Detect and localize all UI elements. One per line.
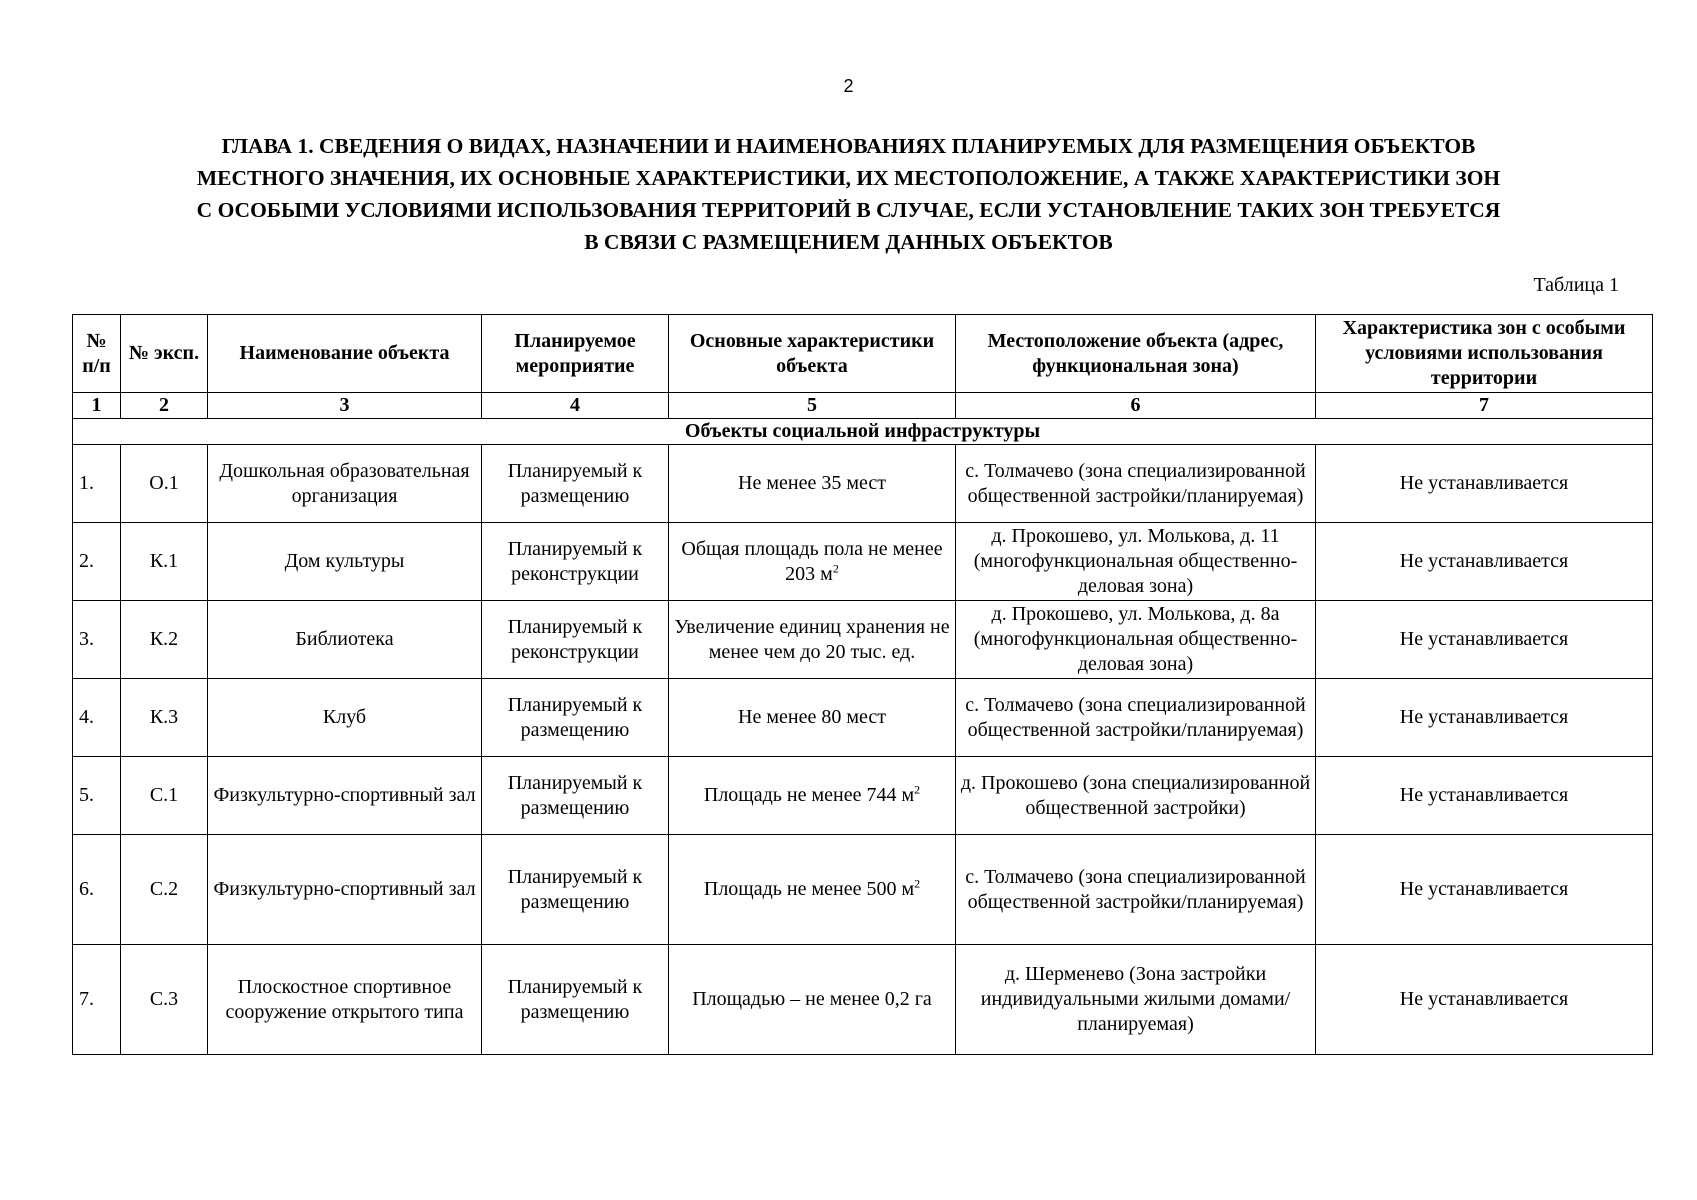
table-cell-num-text: 1. — [79, 472, 94, 494]
table-cell-action — [482, 601, 669, 679]
table-cell-num — [73, 523, 121, 601]
table-cell-name — [208, 945, 482, 1055]
table-cell-characteristics-text: Площадью – не менее 0,2 га — [692, 988, 932, 1010]
table-cell-num — [73, 679, 121, 757]
table-cell-location — [956, 835, 1316, 945]
table-row — [73, 835, 1653, 945]
table-cell-location — [956, 601, 1316, 679]
table-cell-num-text: 7. — [79, 988, 94, 1010]
table-cell-characteristics-text: Площадь не менее 500 м — [703, 878, 915, 900]
table-cell-location-text: д. Прокошево, ул. Молькова, д. 11 (многофункциональная общественно-деловая зона) — [973, 525, 1298, 597]
table-cell-code-text: С.1 — [149, 784, 179, 806]
header-row — [73, 315, 1653, 393]
table-cell-characteristics-text: Не менее 80 мест — [738, 706, 886, 728]
unit-superscript: 2 — [914, 876, 921, 891]
table-cell-num — [73, 445, 121, 523]
objects-table — [72, 314, 1653, 1055]
table-cell-action-text: Планируемый к реконструкции — [507, 615, 643, 663]
table-cell-characteristics — [669, 835, 956, 945]
table-cell-name-text: Плоскостное спортивное сооружение открытого типа — [225, 975, 464, 1023]
table-cell-location-text: с. Толмачево (зона специализированной общественной застройки/планируемая) — [965, 459, 1306, 507]
table-cell-location-text: с. Толмачево (зона специализированной общественной застройки/планируемая) — [965, 865, 1306, 913]
chapter-title-line: С ОСОБЫМИ УСЛОВИЯМИ ИСПОЛЬЗОВАНИЯ ТЕРРИТОРИЙ В СЛУЧАЕ, ЕСЛИ УСТАНОВЛЕНИЕ ТАКИХ ЗОН ТРЕБУЕТСЯ — [196, 198, 1501, 222]
header-cell-characteristics: Основные характеристики объекта — [669, 315, 956, 393]
column-number: 3 — [208, 393, 482, 419]
table-cell-zone-text: Не устанавливается — [1399, 878, 1569, 900]
table-row — [73, 445, 1653, 523]
header-cell-name: Наименование объекта — [208, 315, 482, 393]
table-cell-location-text: д. Шерменево (Зона застройки индивидуальными жилыми домами/планируемая) — [980, 963, 1291, 1035]
chapter-title-line: В СВЯЗИ С РАЗМЕЩЕНИЕМ ДАННЫХ ОБЪЕКТОВ — [584, 230, 1113, 254]
table-cell-name-text: Дом культуры — [284, 550, 405, 572]
table-cell-num — [73, 757, 121, 835]
table-cell-name — [208, 679, 482, 757]
header-cell-num: № п/п — [73, 315, 121, 393]
table-cell-name — [208, 601, 482, 679]
table-cell-action — [482, 679, 669, 757]
unit-superscript: 2 — [832, 560, 839, 575]
table-cell-zone — [1316, 601, 1653, 679]
column-number: 7 — [1316, 393, 1653, 419]
table-cell-action — [482, 835, 669, 945]
chapter-title-line: ГЛАВА 1. СВЕДЕНИЯ О ВИДАХ, НАЗНАЧЕНИИ И НАИМЕНОВАНИЯХ ПЛАНИРУЕМЫХ ДЛЯ РАЗМЕЩЕНИЯ ОБЪЕКТОВ — [221, 134, 1476, 158]
table-cell-action-text: Планируемый к размещению — [507, 459, 643, 507]
table-cell-num-text: 6. — [79, 878, 94, 900]
table-cell-zone — [1316, 445, 1653, 523]
table-cell-action — [482, 523, 669, 601]
table-cell-code-text: С.3 — [149, 988, 179, 1010]
table-cell-location-text: д. Прокошево, ул. Молькова, д. 8а (многофункциональная общественно-деловая зона) — [973, 603, 1298, 675]
table-cell-action-text: Планируемый к реконструкции — [507, 537, 643, 585]
chapter-title — [100, 130, 1597, 258]
table-cell-zone — [1316, 945, 1653, 1055]
table-cell-action-text: Планируемый к размещению — [507, 693, 643, 741]
table-cell-characteristics — [669, 757, 956, 835]
table-cell-code — [121, 679, 208, 757]
table-cell-characteristics-text: Общая площадь пола не менее 203 м — [681, 537, 943, 585]
table-row — [73, 679, 1653, 757]
table-cell-characteristics — [669, 945, 956, 1055]
table-caption: Таблица 1 — [1533, 274, 1619, 296]
table-cell-characteristics-text: Не менее 35 мест — [738, 472, 886, 494]
table-cell-zone — [1316, 757, 1653, 835]
table-cell-name-text: Клуб — [322, 706, 367, 728]
table-cell-name-text: Библиотека — [295, 628, 394, 650]
column-number: 1 — [73, 393, 121, 419]
table-cell-characteristics — [669, 679, 956, 757]
table-cell-characteristics — [669, 601, 956, 679]
section-title: Объекты социальной инфраструктуры — [73, 419, 1653, 445]
header-cell-location: Местоположение объекта (адрес, функциональная зона) — [956, 315, 1316, 393]
column-number: 2 — [121, 393, 208, 419]
table-cell-code-text: К.2 — [149, 628, 179, 650]
column-number: 6 — [956, 393, 1316, 419]
table-cell-name-text: Физкультурно-спортивный зал — [213, 784, 476, 806]
table-cell-action-text: Планируемый к размещению — [507, 865, 643, 913]
table-cell-num-text: 4. — [79, 706, 94, 728]
table-cell-zone-text: Не устанавливается — [1399, 988, 1569, 1010]
table-cell-code — [121, 601, 208, 679]
table-cell-code-text: К.3 — [149, 706, 179, 728]
table-cell-num — [73, 945, 121, 1055]
table-cell-num-text: 2. — [79, 550, 94, 572]
table-row — [73, 523, 1653, 601]
table-cell-code — [121, 445, 208, 523]
table-cell-code — [121, 757, 208, 835]
table-cell-num — [73, 835, 121, 945]
table-cell-code-text: С.2 — [149, 878, 179, 900]
table-cell-zone — [1316, 835, 1653, 945]
column-numbers-row — [73, 393, 1653, 419]
table-cell-code — [121, 945, 208, 1055]
table-cell-code — [121, 523, 208, 601]
table-cell-zone — [1316, 679, 1653, 757]
table-cell-location — [956, 757, 1316, 835]
table-cell-name — [208, 757, 482, 835]
table-cell-code-text: К.1 — [149, 550, 179, 572]
table-cell-location — [956, 679, 1316, 757]
table-cell-zone-text: Не устанавливается — [1399, 472, 1569, 494]
table-cell-location-text: с. Толмачево (зона специализированной общественной застройки/планируемая) — [965, 693, 1306, 741]
table-cell-num-text: 5. — [79, 784, 94, 806]
page-number: 2 — [843, 76, 854, 96]
table-cell-characteristics-text: Площадь не менее 744 м — [703, 784, 915, 806]
table-cell-action-text: Планируемый к размещению — [507, 975, 643, 1023]
column-number: 5 — [669, 393, 956, 419]
header-cell-zone: Характеристика зон с особыми условиями использования территории — [1316, 315, 1653, 393]
table-cell-characteristics-text: Увеличение единиц хранения не менее чем до 20 тыс. ед. — [674, 615, 950, 663]
table-cell-code-text: О.1 — [149, 472, 179, 494]
table-cell-name — [208, 445, 482, 523]
column-number: 4 — [482, 393, 669, 419]
table-cell-zone-text: Не устанавливается — [1399, 550, 1569, 572]
table-cell-zone-text: Не устанавливается — [1399, 628, 1569, 650]
table-cell-num-text: 3. — [79, 628, 94, 650]
table-row — [73, 757, 1653, 835]
table-cell-name-text: Дошкольная образовательная организация — [219, 459, 470, 507]
table-cell-characteristics — [669, 523, 956, 601]
header-cell-code: № эксп. — [121, 315, 208, 393]
table-cell-action — [482, 945, 669, 1055]
table-row — [73, 601, 1653, 679]
table-cell-code — [121, 835, 208, 945]
table-cell-characteristics — [669, 445, 956, 523]
table-cell-zone — [1316, 523, 1653, 601]
table-cell-location-text: д. Прокошево (зона специализированной общественной застройки) — [960, 771, 1311, 819]
unit-superscript: 2 — [914, 782, 921, 797]
table-cell-name-text: Физкультурно-спортивный зал — [213, 878, 476, 900]
table-cell-action-text: Планируемый к размещению — [507, 771, 643, 819]
table-cell-location — [956, 523, 1316, 601]
table-cell-action — [482, 757, 669, 835]
table-cell-name — [208, 835, 482, 945]
table-cell-location — [956, 445, 1316, 523]
header-cell-action: Планируемое мероприятие — [482, 315, 669, 393]
table-cell-zone-text: Не устанавливается — [1399, 784, 1569, 806]
table-cell-name — [208, 523, 482, 601]
table-cell-action — [482, 445, 669, 523]
chapter-title-line: МЕСТНОГО ЗНАЧЕНИЯ, ИХ ОСНОВНЫЕ ХАРАКТЕРИСТИКИ, ИХ МЕСТОПОЛОЖЕНИЕ, А ТАКЖЕ ХАРАКТЕРИСТИКИ ЗОН — [196, 166, 1501, 190]
table-cell-zone-text: Не устанавливается — [1399, 706, 1569, 728]
section-row — [73, 419, 1653, 445]
table-cell-num — [73, 601, 121, 679]
table-row — [73, 945, 1653, 1055]
table-cell-location — [956, 945, 1316, 1055]
